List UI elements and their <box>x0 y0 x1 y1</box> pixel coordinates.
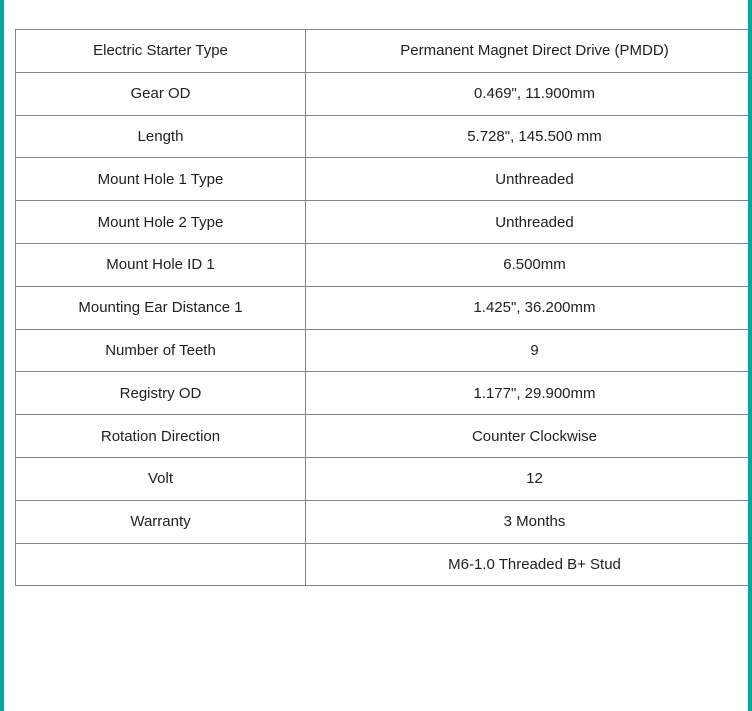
table-row <box>16 158 752 201</box>
spec-label: Volt <box>16 457 306 500</box>
spec-value: 5.728", 145.500 mm <box>306 115 752 158</box>
spec-value: M6-1.0 Threaded B+ Stud <box>306 543 752 586</box>
spec-label: Number of Teeth <box>16 329 306 372</box>
spec-value: 3 Months <box>306 500 752 543</box>
spec-label: Warranty <box>16 500 306 543</box>
spec-label: Gear OD <box>16 72 306 115</box>
spec-label: Mount Hole 1 Type <box>16 158 306 201</box>
spec-label <box>16 543 306 586</box>
spec-value: Unthreaded <box>306 158 752 201</box>
table-row <box>16 115 752 158</box>
spec-label: Mount Hole ID 1 <box>16 243 306 286</box>
table-row <box>16 201 752 244</box>
spec-label: Registry OD <box>16 372 306 415</box>
table-row <box>16 457 752 500</box>
spec-value: Unthreaded <box>306 201 752 244</box>
spec-value: 12 <box>306 457 752 500</box>
spec-label: Length <box>16 115 306 158</box>
table-row <box>16 543 752 586</box>
spec-label: Mounting Ear Distance 1 <box>16 286 306 329</box>
spec-label: Rotation Direction <box>16 415 306 458</box>
table-row <box>16 30 752 73</box>
spec-label: Mount Hole 2 Type <box>16 201 306 244</box>
table-row <box>16 286 752 329</box>
table-row <box>16 415 752 458</box>
spec-label: Electric Starter Type <box>16 30 306 73</box>
spec-table-body <box>16 30 752 586</box>
spec-value: 1.177", 29.900mm <box>306 372 752 415</box>
spec-value: 0.469", 11.900mm <box>306 72 752 115</box>
table-row <box>16 329 752 372</box>
spec-value: Counter Clockwise <box>306 415 752 458</box>
spec-table <box>15 29 752 586</box>
spec-value: 6.500mm <box>306 243 752 286</box>
table-row <box>16 500 752 543</box>
spec-value: 1.425", 36.200mm <box>306 286 752 329</box>
spec-value: Permanent Magnet Direct Drive (PMDD) <box>306 30 752 73</box>
table-row <box>16 72 752 115</box>
spec-value: 9 <box>306 329 752 372</box>
table-row <box>16 243 752 286</box>
table-row <box>16 372 752 415</box>
